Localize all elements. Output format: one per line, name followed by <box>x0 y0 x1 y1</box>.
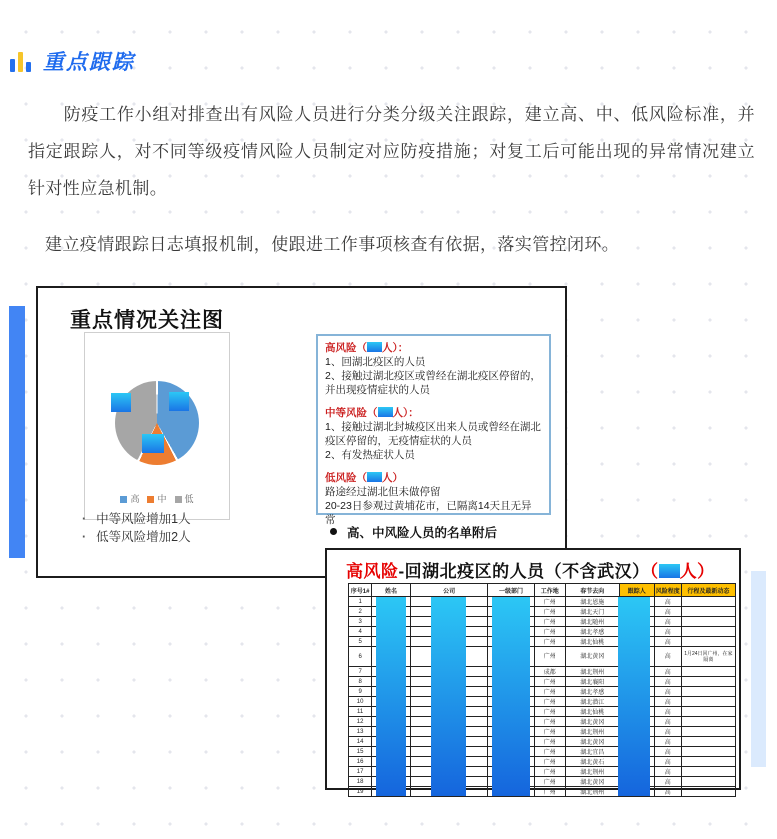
risk-table-cell <box>681 727 735 737</box>
focus-chart-card <box>36 286 567 578</box>
risk-table-cell: 15 <box>349 747 372 757</box>
risk-table-cell: 湖北襄阳 <box>565 677 619 687</box>
bar-chart-icon <box>10 48 34 74</box>
risk-table-cell: 高 <box>654 747 681 757</box>
risk-table-cell: 广州 <box>534 767 565 777</box>
censored-value-box <box>169 392 189 411</box>
legend-item: 中 <box>147 494 166 504</box>
risk-table-cell: 湖北荆州 <box>565 787 619 797</box>
censor-bar-name <box>376 597 406 796</box>
risk-table-cell: 9 <box>349 687 372 697</box>
risk-table-row <box>349 787 736 797</box>
risk-table-cell: 高 <box>654 647 681 667</box>
risk-table-header-cell: 一级部门 <box>488 584 534 597</box>
risk-table-cell: 10 <box>349 697 372 707</box>
risk-table-cell: 高 <box>654 707 681 717</box>
risk-table-row <box>349 677 736 687</box>
risk-table-cell: 6 <box>349 647 372 667</box>
high-risk-table-card <box>325 548 741 796</box>
risk-table-cell: 12 <box>349 717 372 727</box>
censored-count-box <box>659 564 680 578</box>
risk-section-item: 20-23日参观过黄埔花市，已隔离14天且无异常 <box>325 500 532 526</box>
risk-table-cell: 19 <box>349 787 372 797</box>
risk-table-cell: 高 <box>654 727 681 737</box>
pie-legend <box>85 492 229 505</box>
risk-table-cell: 湖北黄石 <box>565 757 619 767</box>
risk-table-header-cell: 跟踪人 <box>619 584 654 597</box>
table-title-red: 高风险 <box>346 562 399 581</box>
risk-table-cell: 3 <box>349 617 372 627</box>
risk-table-cell: 广州 <box>534 717 565 727</box>
risk-table-header-cell: 公司 <box>410 584 487 597</box>
paragraph-1: 防疫工作小组对排查出有风险人员进行分类分级关注跟踪，建立高、中、低风险标准，并指定跟踪人，对不同等级疫情风险人员制定对应防疫措施；对复工后可能出现的异常情况建立针对性应急机制。 <box>28 105 755 198</box>
censor-bar-company <box>431 597 465 796</box>
risk-table-cell: 广州 <box>534 727 565 737</box>
risk-table-cell: 高 <box>654 607 681 617</box>
risk-table-cell <box>681 787 735 797</box>
risk-table-cell: 广州 <box>534 787 565 797</box>
risk-table-row <box>349 707 736 717</box>
risk-table-cell <box>681 677 735 687</box>
risk-table-cell: 高 <box>654 617 681 627</box>
risk-table-cell <box>681 637 735 647</box>
risk-table-cell: 广州 <box>534 627 565 637</box>
risk-table-row <box>349 637 736 647</box>
risk-table-cell: 成都 <box>534 667 565 677</box>
censored-count-box <box>367 342 382 352</box>
risk-table-cell: 高 <box>654 627 681 637</box>
risk-table-cell: 广州 <box>534 617 565 627</box>
risk-table-cell <box>681 607 735 617</box>
risk-table-cell <box>681 767 735 777</box>
risk-table-cell: 高 <box>654 757 681 767</box>
risk-table <box>348 583 736 797</box>
left-accent-bar <box>9 306 25 558</box>
risk-table-cell <box>681 617 735 627</box>
legend-swatch-icon <box>147 496 154 503</box>
risk-table-cell: 广州 <box>534 777 565 787</box>
risk-table-cell: 高 <box>654 737 681 747</box>
risk-box <box>316 334 551 526</box>
risk-table-cell: 高 <box>654 677 681 687</box>
risk-table-cell: 湖北黄冈 <box>565 717 619 727</box>
section-title: 重点跟踪 <box>43 51 135 74</box>
risk-table-cell: 湖北随州 <box>565 617 619 627</box>
risk-table-row <box>349 597 736 607</box>
paragraph-2: 建立疫情跟踪日志填报机制，使跟进工作事项核查有依据，落实管控闭环。 <box>45 235 620 254</box>
risk-table-cell: 湖北黄冈 <box>565 737 619 747</box>
risk-table-cell: 广州 <box>534 757 565 767</box>
right-accent-bar <box>751 571 766 767</box>
table-title-suffix: 人） <box>679 562 715 581</box>
focus-bullet-item: · 中等风险增加1人 <box>82 510 191 528</box>
risk-table-cell: 16 <box>349 757 372 767</box>
risk-table-row <box>349 717 736 727</box>
censor-bar-dept <box>492 597 529 796</box>
risk-section-item: 2、有发热症状人员 <box>325 449 415 461</box>
risk-table-cell: 湖北潜江 <box>565 697 619 707</box>
risk-table-cell: 广州 <box>534 707 565 717</box>
risk-table-cell: 广州 <box>534 687 565 697</box>
table-card-title <box>346 557 715 582</box>
risk-table-cell <box>681 757 735 767</box>
risk-table-cell: 湖北天门 <box>565 607 619 617</box>
risk-table-cell <box>681 687 735 697</box>
bullet-dot-icon <box>330 528 337 535</box>
risk-table-cell: 广州 <box>534 697 565 707</box>
risk-table-header-cell: 姓名 <box>372 584 411 597</box>
risk-table-body <box>349 597 736 797</box>
risk-table-cell: 高 <box>654 697 681 707</box>
risk-table-row <box>349 737 736 747</box>
risk-table-cell <box>681 707 735 717</box>
risk-section-item: 1、回湖北疫区的人员 <box>325 356 426 368</box>
risk-table-cell: 湖北黄冈 <box>565 777 619 787</box>
focus-card-title: 重点情况关注图 <box>70 309 224 332</box>
risk-table-row <box>349 627 736 637</box>
risk-table-cell: 广州 <box>534 597 565 607</box>
risk-table-cell: 13 <box>349 727 372 737</box>
risk-table-cell: 广州 <box>534 607 565 617</box>
risk-table-row <box>349 617 736 627</box>
risk-table-cell <box>681 667 735 677</box>
risk-table-cell: 湖北孝感 <box>565 687 619 697</box>
risk-table-cell: 湖北荆州 <box>565 667 619 677</box>
legend-swatch-icon <box>175 496 182 503</box>
risk-table-row <box>349 757 736 767</box>
risk-table-cell: 广州 <box>534 747 565 757</box>
focus-footnote <box>330 523 497 541</box>
risk-table-cell: 高 <box>654 767 681 777</box>
risk-table-row <box>349 697 736 707</box>
risk-table-wrap <box>348 583 736 797</box>
risk-table-cell: 湖北仙桃 <box>565 637 619 647</box>
risk-table-cell: 高 <box>654 787 681 797</box>
risk-table-cell: 4 <box>349 627 372 637</box>
focus-bullets <box>82 510 191 546</box>
table-title-paren-open: （ <box>649 562 659 581</box>
risk-table-row <box>349 747 736 757</box>
risk-table-cell: 湖北宜昌 <box>565 747 619 757</box>
risk-table-row <box>349 727 736 737</box>
censored-value-box <box>142 434 164 453</box>
risk-table-header-cell: 风险程度 <box>654 584 681 597</box>
risk-table-cell <box>681 717 735 727</box>
risk-table-cell: 1 <box>349 597 372 607</box>
risk-table-cell: 7 <box>349 667 372 677</box>
risk-section-title: 中等风险（ 人）： <box>325 407 419 419</box>
risk-table-header-cell: 行程及最新动态 <box>681 584 735 597</box>
pie-chart-panel <box>84 332 230 520</box>
risk-section <box>325 471 542 527</box>
risk-table-cell <box>681 627 735 637</box>
risk-table-cell <box>681 737 735 747</box>
risk-table-cell: 5 <box>349 637 372 647</box>
legend-item: 低 <box>175 494 194 504</box>
risk-table-cell: 17 <box>349 767 372 777</box>
focus-bullet-item: · 低等风险增加2人 <box>82 528 191 546</box>
censored-count-box <box>367 472 382 482</box>
risk-table-cell: 11 <box>349 707 372 717</box>
focus-footnote-text: 高、中风险人员的名单附后 <box>347 526 498 540</box>
risk-section-item: 2、接触过湖北疫区或曾经在湖北疫区停留的，并出现疫情症状的人员 <box>325 370 541 396</box>
risk-table-row <box>349 607 736 617</box>
risk-table-cell: 湖北恩施 <box>565 597 619 607</box>
risk-table-row <box>349 647 736 667</box>
risk-table-header-cell: 序号1# <box>349 584 372 597</box>
risk-table-head <box>349 584 736 597</box>
risk-table-header-cell: 工作地 <box>534 584 565 597</box>
risk-table-cell: 高 <box>654 637 681 647</box>
risk-table-cell: 湖北孝感 <box>565 627 619 637</box>
risk-table-cell: 1月24日回广州，在家隔离 <box>681 647 735 667</box>
risk-section-item: 路途经过湖北但未做停留 <box>325 486 441 498</box>
risk-table-cell: 高 <box>654 687 681 697</box>
risk-table-row <box>349 767 736 777</box>
risk-table-cell: 2 <box>349 607 372 617</box>
risk-table-cell <box>681 597 735 607</box>
risk-section-title: 高风险（ 人）： <box>325 342 409 354</box>
risk-table-cell: 高 <box>654 597 681 607</box>
risk-table-cell: 广州 <box>534 647 565 667</box>
risk-table-cell <box>681 697 735 707</box>
risk-table-cell: 广州 <box>534 737 565 747</box>
risk-table-cell: 广州 <box>534 637 565 647</box>
risk-table-cell <box>681 777 735 787</box>
risk-table-row <box>349 687 736 697</box>
risk-table-cell: 高 <box>654 667 681 677</box>
risk-table-row <box>349 777 736 787</box>
risk-table-cell: 高 <box>654 717 681 727</box>
censor-bar-tracker <box>618 597 650 796</box>
censored-count-box <box>378 407 393 417</box>
risk-table-header-cell: 春节去向 <box>565 584 619 597</box>
risk-table-cell: 湖北荆州 <box>565 727 619 737</box>
risk-table-cell: 高 <box>654 777 681 787</box>
risk-table-cell: 湖北黄冈 <box>565 647 619 667</box>
table-title-black: -回湖北疫区的人员（不含武汉） <box>398 562 650 581</box>
censored-value-box <box>111 393 131 412</box>
risk-table-cell: 18 <box>349 777 372 787</box>
risk-section-item: 1、接触过湖北封城疫区出来人员或曾经在湖北疫区停留的，无疫情症状的人员 <box>325 421 541 447</box>
section-header <box>10 46 135 76</box>
risk-table-cell: 8 <box>349 677 372 687</box>
risk-table-cell: 湖北荆州 <box>565 767 619 777</box>
risk-table-row <box>349 667 736 677</box>
legend-item: 高 <box>120 494 139 504</box>
risk-table-cell: 14 <box>349 737 372 747</box>
legend-swatch-icon <box>120 496 127 503</box>
risk-section-title: 低风险（ 人） <box>325 472 403 484</box>
risk-section <box>325 341 542 397</box>
risk-section <box>325 406 542 462</box>
risk-table-cell: 广州 <box>534 677 565 687</box>
risk-table-cell <box>681 747 735 757</box>
risk-table-cell: 湖北仙桃 <box>565 707 619 717</box>
